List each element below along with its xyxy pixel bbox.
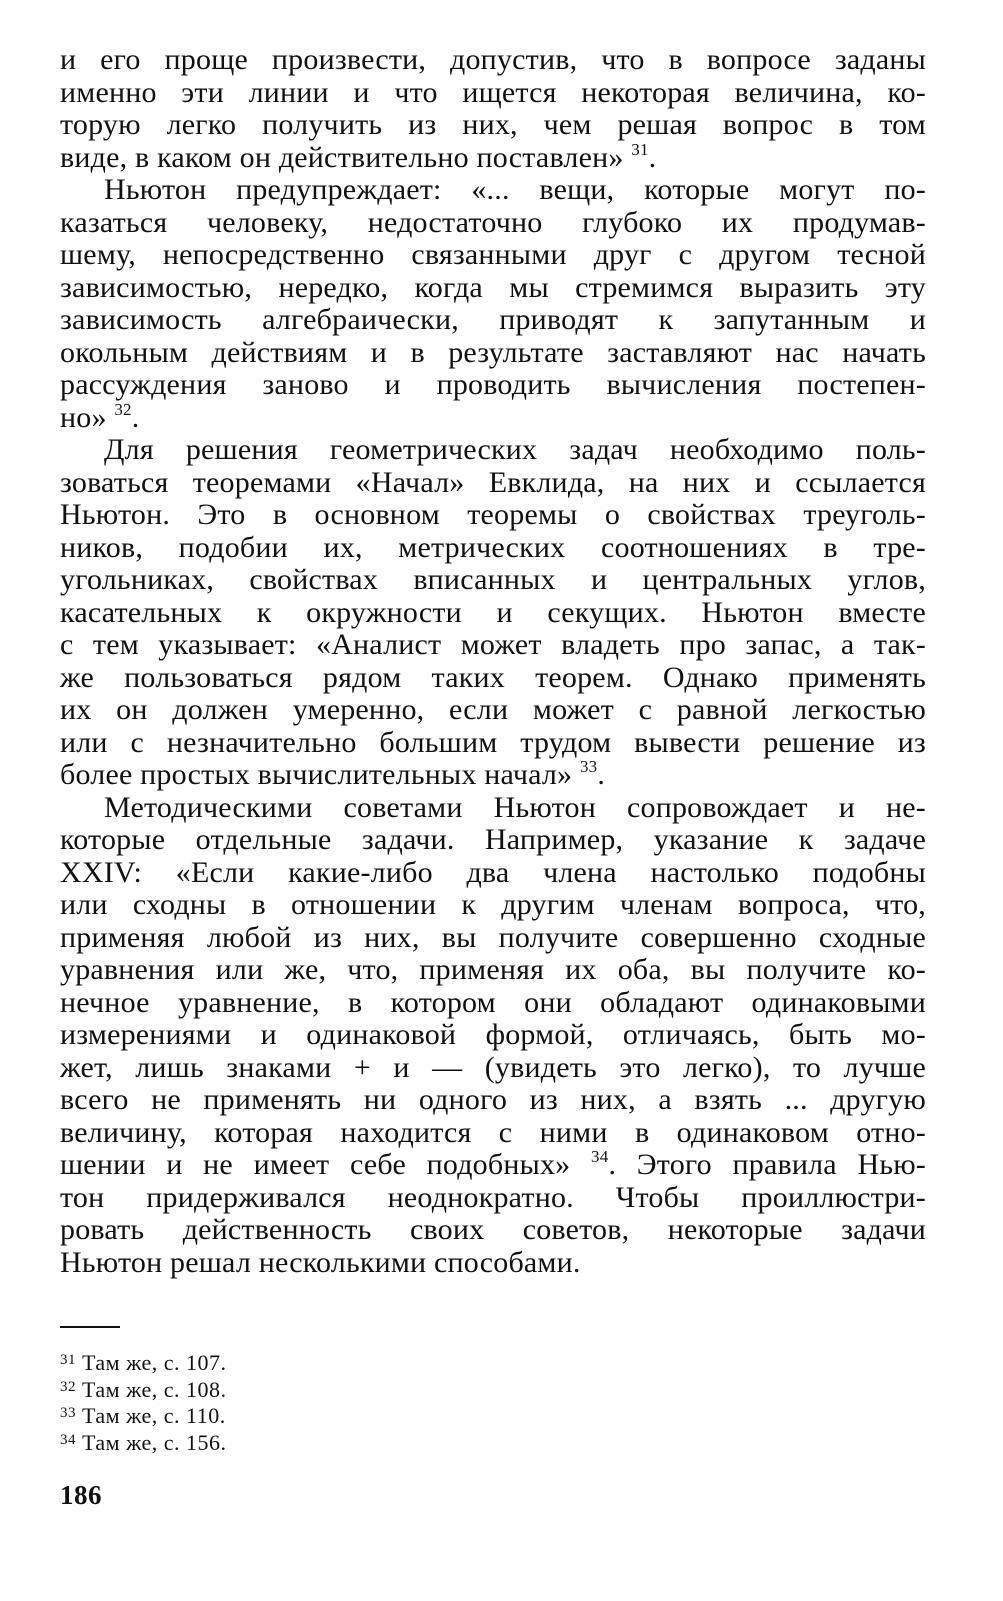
text-line: ников, подобии их, метрических соотношениях в тре- — [60, 530, 926, 564]
text-line: же пользоваться рядом таких теорем. Однако применять — [60, 660, 926, 694]
text-fragment: шении и не имеет себе подобных» — [60, 1148, 571, 1181]
footnote-text: Там же, с. 108. — [82, 1376, 227, 1402]
text-line: или сходны в отношении к другим членам вопроса, что, — [60, 888, 926, 921]
text-fragment: более простых вычислительных начал» — [60, 758, 573, 791]
paragraph — [60, 174, 926, 434]
footnote-ref: 34 — [591, 1147, 609, 1166]
text-line: с тем указывает: «Аналист может владеть про запас, а так- — [60, 628, 926, 661]
text-line: тон придерживался неоднократно. Чтобы проиллюстри- — [60, 1180, 926, 1214]
text-line: всего не применять ни одного из них, а взять ... другую — [60, 1083, 926, 1116]
paragraph — [60, 434, 926, 792]
footnote-ref: 33 — [579, 757, 598, 776]
text-line: зависимостью, нередко, когда мы стремимся выразить эту — [60, 270, 926, 304]
footnote-ref: 31 — [631, 139, 649, 159]
footnote-text: Там же, с. 156. — [82, 1429, 227, 1455]
page-number: 186 — [60, 1480, 102, 1510]
text-line: нечное уравнение, в котором они обладают одинаковыми — [60, 985, 926, 1019]
paragraph — [60, 792, 926, 1280]
text-line-last: Ньютон решал несколькими способами. — [60, 1245, 581, 1279]
footnote-number: 34 — [60, 1431, 76, 1448]
text-line: величину, которая находится с ними в одинаковом отно- — [60, 1115, 926, 1149]
text-line: или с незначительно большим трудом вывести решение из — [60, 725, 926, 759]
text-line-last — [60, 139, 926, 175]
paragraph — [60, 44, 926, 174]
footnote-separator — [60, 1326, 120, 1328]
footnote — [60, 1430, 560, 1457]
text-line: XXIV: «Если какие-либо два члена настолько подобны — [60, 855, 926, 889]
text-fragment: но» — [60, 400, 107, 434]
text-line: Для решения геометрических задач необходимо поль- — [104, 433, 926, 466]
footnotes — [60, 1350, 560, 1456]
text-line: Ньютон предупреждает: «... вещи, которые могут по- — [104, 173, 926, 206]
text-line: шему, непосредственно связанными друг с другом тесной — [60, 238, 926, 271]
footnote-text: Там же, с. 110. — [82, 1403, 226, 1428]
text-line: применяя любой из них, вы получите совершенно сходные — [60, 920, 926, 954]
text-line: уравнения или же, что, применяя их оба, вы получите ко- — [60, 953, 926, 986]
text-line: угольниках, свойствах вписанных и центральных углов, — [60, 563, 926, 596]
page-body — [60, 44, 926, 1279]
text-fragment: . — [597, 758, 606, 791]
text-line: жет, лишь знаками + и — (увидеть это легко), то лучше — [60, 1050, 926, 1084]
text-line: Ньютон. Это в основном теоремы о свойствах треуголь- — [60, 498, 926, 531]
text-line: окольным действиям и в результате заставляют нас начать — [60, 335, 926, 369]
footnote — [60, 1403, 560, 1430]
text-line: и его проще произвести, допустив, что в вопросе заданы — [60, 43, 926, 76]
text-fragment: . — [648, 140, 657, 174]
text-line: казаться человеку, недостаточно глубоко их продумав- — [60, 205, 926, 239]
text-line: зависимость алгебраически, приводят к запутанным и — [60, 303, 926, 336]
footnote-ref: 32 — [114, 399, 132, 419]
text-line: торую легко получить из них, чем решая вопрос в том — [60, 108, 926, 141]
text-line: измерениями и одинаковой формой, отличаясь, быть мо- — [60, 1018, 926, 1051]
footnote — [60, 1377, 560, 1404]
text-fragment: . Этого правила Нью- — [608, 1148, 926, 1181]
text-line: ровать действенность своих советов, некоторые задачи — [60, 1213, 926, 1246]
text-line: касательных к окружности и секущих. Ньютон вместе — [60, 595, 926, 629]
text-line-with-ref — [60, 1149, 926, 1182]
text-line: зоваться теоремами «Начал» Евклида, на них и ссылается — [60, 465, 926, 499]
text-line: их он должен умеренно, если может с равной легкостью — [60, 693, 926, 726]
text-line: которые отдельные задачи. Например, указание к задаче — [60, 823, 926, 856]
footnote-number: 33 — [60, 1405, 76, 1421]
footnote-number: 31 — [60, 1352, 76, 1368]
text-line: Методическими советами Ньютон сопровождает и не- — [104, 790, 926, 824]
footnote-number: 32 — [60, 1378, 76, 1395]
footnote — [60, 1350, 560, 1377]
text-line: рассуждения заново и проводить вычисления постепен- — [60, 368, 926, 401]
text-line-last — [60, 399, 926, 435]
text-line: именно эти линии и что ищется некоторая величина, ко- — [60, 75, 926, 109]
text-fragment: . — [131, 400, 140, 434]
text-fragment: виде, в каком он действительно поставлен» — [60, 140, 624, 174]
text-line-last — [60, 759, 926, 792]
footnote-text: Там же, с. 107. — [82, 1350, 227, 1375]
